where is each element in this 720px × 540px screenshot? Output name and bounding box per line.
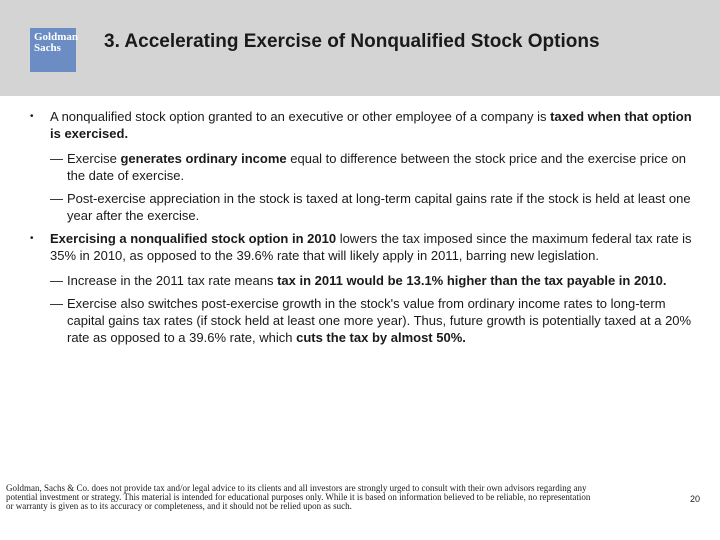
bullet-2-text: lowers the tax imposed since the maximum federal tax rate is 35% in 2010, as opposed to the 39.6% rate that will likely apply in 2011, barring new legislation.: [50, 231, 692, 263]
page-number: 20: [690, 494, 701, 504]
sub-text: equal to difference between the stock price and the exercise price on the date of exercise.: [67, 151, 687, 183]
logo-line-2: Sachs: [34, 42, 61, 54]
slide-content: [30, 108, 700, 352]
disclaimer-footer: [6, 484, 666, 511]
footer-line-3: or warranty is given as to its accuracy or completeness, and it should not be relied upon as such.: [6, 501, 352, 511]
bullet-1-emphasis: taxed when that option is exercised.: [50, 109, 692, 141]
sub-emphasis: generates ordinary income: [120, 151, 287, 166]
dash-marker: —: [50, 273, 63, 288]
footer-line-1: Goldman, Sachs & Co. does not provide tax and/or legal advice to its clients and all investors are strongly urged to consult with their own advisors regarding any: [6, 483, 587, 493]
footer-line-2: potential investment or strategy. This material is intended for educational purposes only. While it is based on information believed to be reliable, no representation: [6, 492, 591, 502]
goldman-sachs-logo: [30, 28, 79, 72]
dash-marker: —: [50, 296, 63, 311]
bullet-1-sub-2: [30, 190, 700, 224]
sub-text: Exercise: [67, 151, 121, 166]
dash-marker: —: [50, 191, 63, 206]
sub-emphasis: cuts the tax by almost 50%.: [296, 330, 466, 345]
bullet-2-emphasis: Exercising a nonqualified stock option in 2010: [50, 231, 337, 246]
sub-text: Post-exercise appreciation in the stock is taxed at long-term capital gains rate if the stock is held at least one year after the exercise.: [67, 191, 691, 223]
header-bar: [0, 0, 720, 96]
dash-marker: —: [50, 151, 63, 166]
bullet-marker: •: [30, 111, 34, 122]
bullet-2-sub-1: [30, 272, 700, 289]
sub-emphasis: tax in 2011 would be 13.1% higher than the tax payable in 2010.: [277, 273, 667, 288]
bullet-1-text: A nonqualified stock option granted to an executive or other employee of a company is: [50, 109, 551, 124]
bullet-2-sub-2: [30, 295, 700, 346]
bullet-1: [30, 108, 700, 142]
page-title: 3. Accelerating Exercise of Nonqualified Stock Options: [104, 31, 600, 52]
bullet-2: [30, 230, 700, 264]
bullet-1-sub-1: [30, 150, 700, 184]
logo-line-1: Goldman: [34, 31, 79, 43]
sub-text: Increase in the 2011 tax rate means: [67, 273, 278, 288]
sub-text: Exercise also switches post-exercise growth in the stock's value from ordinary income rates to long-term capital gains tax rates (if stock held at least one more year). Thus, future growth is potentially taxed at a 20% rate as opposed to a 39.6% rate, which: [67, 296, 692, 345]
bullet-marker: •: [30, 233, 34, 244]
